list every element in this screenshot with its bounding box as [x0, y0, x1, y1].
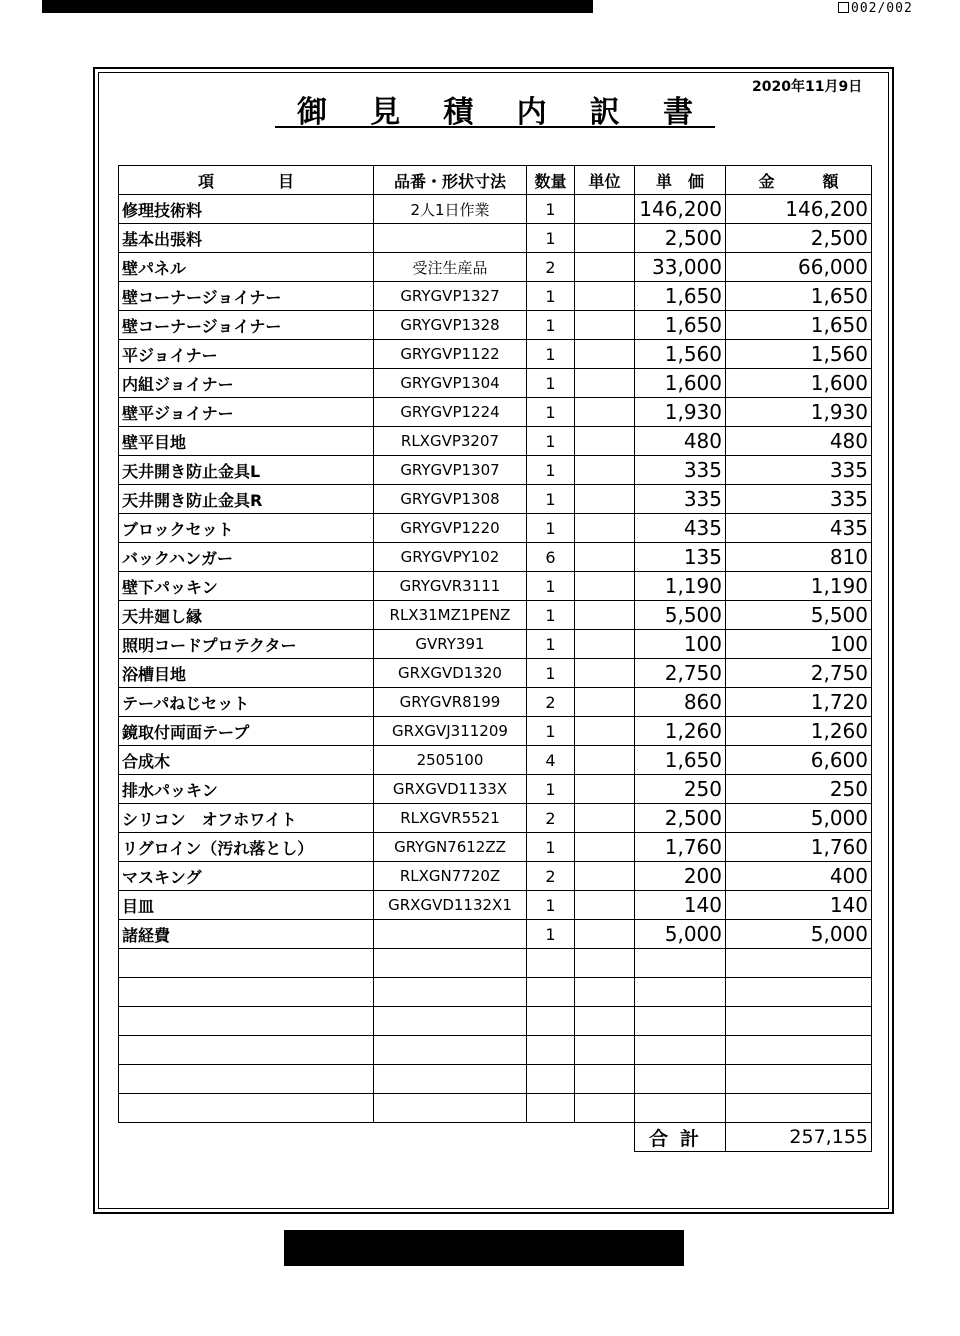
- row-code: GRYGVP1224: [374, 398, 527, 427]
- table-row: [119, 224, 872, 253]
- row-item: 天井廻し縁: [119, 601, 374, 630]
- row-unit-price: 1,760: [635, 833, 726, 862]
- row-unit-price: [635, 1065, 726, 1094]
- row-code: [374, 949, 527, 978]
- row-unit-price: 1,650: [635, 311, 726, 340]
- total-label: 合計: [635, 1123, 726, 1152]
- row-qty: 1: [527, 195, 575, 224]
- row-code: GRYGVP1304: [374, 369, 527, 398]
- row-qty: [527, 1036, 575, 1065]
- row-code: [374, 1036, 527, 1065]
- row-unit-price: [635, 949, 726, 978]
- row-qty: 1: [527, 659, 575, 688]
- row-unit-price: 2,750: [635, 659, 726, 688]
- row-item: リグロイン（汚れ落とし）: [119, 833, 374, 862]
- row-amount: 335: [726, 456, 872, 485]
- row-unit-price: [635, 1094, 726, 1123]
- row-item: 天井開き防止金具L: [119, 456, 374, 485]
- total-row: [119, 1123, 872, 1152]
- row-item: 内組ジョイナー: [119, 369, 374, 398]
- row-amount: 1,930: [726, 398, 872, 427]
- table-row: [119, 282, 872, 311]
- row-amount: 146,200: [726, 195, 872, 224]
- row-qty: 1: [527, 572, 575, 601]
- row-unit: [575, 862, 635, 891]
- table-row: [119, 891, 872, 920]
- row-amount: 810: [726, 543, 872, 572]
- row-code: RLXGVR5521: [374, 804, 527, 833]
- row-item: 排水パッキン: [119, 775, 374, 804]
- row-item: 諸経費: [119, 920, 374, 949]
- header-qty: 数量: [527, 166, 575, 195]
- row-amount: 1,260: [726, 717, 872, 746]
- row-qty: 1: [527, 920, 575, 949]
- row-qty: [527, 1094, 575, 1123]
- row-amount: [726, 949, 872, 978]
- row-amount: 1,760: [726, 833, 872, 862]
- row-qty: [527, 1007, 575, 1036]
- table-row: [119, 369, 872, 398]
- row-code: GRXGVJ311209: [374, 717, 527, 746]
- row-item: 壁パネル: [119, 253, 374, 282]
- row-unit-price: 140: [635, 891, 726, 920]
- row-qty: 1: [527, 456, 575, 485]
- row-code: [374, 920, 527, 949]
- row-amount: 6,600: [726, 746, 872, 775]
- row-unit: [575, 833, 635, 862]
- row-qty: 1: [527, 601, 575, 630]
- row-item: [119, 1065, 374, 1094]
- row-item: [119, 1094, 374, 1123]
- row-amount: 2,750: [726, 659, 872, 688]
- row-qty: 4: [527, 746, 575, 775]
- row-qty: [527, 1065, 575, 1094]
- row-item: [119, 978, 374, 1007]
- row-code: GRYGVP1308: [374, 485, 527, 514]
- row-code: [374, 1094, 527, 1123]
- row-unit: [575, 485, 635, 514]
- row-unit: [575, 340, 635, 369]
- row-unit: [575, 369, 635, 398]
- row-code: [374, 224, 527, 253]
- table-row: [119, 311, 872, 340]
- row-unit: [575, 282, 635, 311]
- row-amount: 435: [726, 514, 872, 543]
- row-unit-price: 2,500: [635, 804, 726, 833]
- table-row: [119, 717, 872, 746]
- table-row: [119, 253, 872, 282]
- row-unit: [575, 543, 635, 572]
- table-row: [119, 746, 872, 775]
- row-code: GRYGVP1328: [374, 311, 527, 340]
- redaction-bar-bottom: [284, 1230, 684, 1266]
- row-item: シリコン オフホワイト: [119, 804, 374, 833]
- header-unit: 単位: [575, 166, 635, 195]
- row-unit-price: 1,650: [635, 282, 726, 311]
- title-char: 積: [443, 95, 474, 130]
- row-item: 浴槽目地: [119, 659, 374, 688]
- row-amount: 5,000: [726, 804, 872, 833]
- row-qty: 1: [527, 514, 575, 543]
- table-row: [119, 920, 872, 949]
- row-unit-price: 5,000: [635, 920, 726, 949]
- table-row: [119, 427, 872, 456]
- row-code: GRYGVR3111: [374, 572, 527, 601]
- row-qty: 6: [527, 543, 575, 572]
- row-unit: [575, 456, 635, 485]
- row-unit-price: 335: [635, 485, 726, 514]
- row-unit: [575, 804, 635, 833]
- table-row: [119, 775, 872, 804]
- row-amount: 250: [726, 775, 872, 804]
- row-amount: 1,650: [726, 282, 872, 311]
- row-code: RLXGN7720Z: [374, 862, 527, 891]
- row-unit: [575, 311, 635, 340]
- row-amount: [726, 978, 872, 1007]
- row-amount: [726, 1065, 872, 1094]
- row-code: RLXGVP3207: [374, 427, 527, 456]
- row-code: RLX31MZ1PENZ: [374, 601, 527, 630]
- row-amount: 335: [726, 485, 872, 514]
- row-qty: 1: [527, 833, 575, 862]
- row-unit-price: 860: [635, 688, 726, 717]
- row-item: 鏡取付両面テープ: [119, 717, 374, 746]
- estimate-table: [118, 165, 872, 1152]
- row-qty: 1: [527, 427, 575, 456]
- row-unit: [575, 1007, 635, 1036]
- row-unit: [575, 775, 635, 804]
- row-unit-price: 1,190: [635, 572, 726, 601]
- row-item: テーパねじセット: [119, 688, 374, 717]
- row-unit-price: 100: [635, 630, 726, 659]
- row-unit: [575, 427, 635, 456]
- row-unit: [575, 398, 635, 427]
- row-unit-price: 5,500: [635, 601, 726, 630]
- row-unit: [575, 253, 635, 282]
- row-qty: 2: [527, 804, 575, 833]
- row-qty: 1: [527, 282, 575, 311]
- row-item: 合成木: [119, 746, 374, 775]
- header-amount: 金 額: [726, 166, 872, 195]
- row-unit-price: 1,260: [635, 717, 726, 746]
- title-char: 書: [662, 95, 693, 130]
- row-amount: 480: [726, 427, 872, 456]
- row-unit-price: 1,930: [635, 398, 726, 427]
- header-unit-price: 単 価: [635, 166, 726, 195]
- table-row: [119, 1036, 872, 1065]
- table-row: [119, 1065, 872, 1094]
- row-unit-price: [635, 1007, 726, 1036]
- redaction-bar-top: [42, 0, 593, 13]
- row-unit-price: 435: [635, 514, 726, 543]
- row-qty: [527, 978, 575, 1007]
- row-unit: [575, 688, 635, 717]
- row-unit: [575, 659, 635, 688]
- table-row: [119, 804, 872, 833]
- row-item: 目皿: [119, 891, 374, 920]
- row-qty: 1: [527, 717, 575, 746]
- row-unit-price: 33,000: [635, 253, 726, 282]
- header-code: 品番・形状寸法: [374, 166, 527, 195]
- document-date: 2020年11月9日: [752, 79, 863, 95]
- table-row: [119, 340, 872, 369]
- row-code: GRYGVP1307: [374, 456, 527, 485]
- table-row: [119, 485, 872, 514]
- page-number: [838, 1, 913, 16]
- row-unit-price: 1,600: [635, 369, 726, 398]
- row-unit: [575, 1036, 635, 1065]
- row-qty: [527, 949, 575, 978]
- row-amount: 2,500: [726, 224, 872, 253]
- row-item: 壁下パッキン: [119, 572, 374, 601]
- row-qty: 1: [527, 224, 575, 253]
- row-unit-price: [635, 978, 726, 1007]
- row-unit-price: 480: [635, 427, 726, 456]
- row-unit-price: 2,500: [635, 224, 726, 253]
- table-row: [119, 862, 872, 891]
- row-code: GRYGVP1220: [374, 514, 527, 543]
- row-unit: [575, 514, 635, 543]
- row-qty: 2: [527, 253, 575, 282]
- row-code: GRXGVD1133X: [374, 775, 527, 804]
- table-row: [119, 195, 872, 224]
- row-unit-price: 135: [635, 543, 726, 572]
- fax-icon: [838, 2, 849, 13]
- table-row: [119, 978, 872, 1007]
- row-amount: 66,000: [726, 253, 872, 282]
- row-item: バックハンガー: [119, 543, 374, 572]
- table-row: [119, 456, 872, 485]
- row-unit: [575, 717, 635, 746]
- header-item: 項 目: [119, 166, 374, 195]
- row-qty: 1: [527, 340, 575, 369]
- row-unit: [575, 949, 635, 978]
- row-item: 壁コーナージョイナー: [119, 282, 374, 311]
- row-code: 受注生産品: [374, 253, 527, 282]
- table-row: [119, 833, 872, 862]
- table-row: [119, 659, 872, 688]
- table-row: [119, 688, 872, 717]
- table-row: [119, 543, 872, 572]
- row-unit: [575, 601, 635, 630]
- row-unit-price: 1,560: [635, 340, 726, 369]
- row-qty: 1: [527, 398, 575, 427]
- row-qty: 2: [527, 688, 575, 717]
- row-amount: 5,000: [726, 920, 872, 949]
- row-item: 基本出張料: [119, 224, 374, 253]
- total-value: 257,155: [726, 1123, 872, 1152]
- row-item: ブロックセット: [119, 514, 374, 543]
- row-unit: [575, 195, 635, 224]
- row-code: GRXGVD1132X1: [374, 891, 527, 920]
- row-unit-price: 250: [635, 775, 726, 804]
- row-amount: 1,600: [726, 369, 872, 398]
- row-amount: 140: [726, 891, 872, 920]
- row-code: GRYGVR8199: [374, 688, 527, 717]
- row-unit: [575, 572, 635, 601]
- row-code: GRYGVP1327: [374, 282, 527, 311]
- row-item: 照明コードプロテクター: [119, 630, 374, 659]
- row-unit: [575, 1065, 635, 1094]
- row-unit: [575, 891, 635, 920]
- document-title: [275, 92, 715, 128]
- row-code: 2505100: [374, 746, 527, 775]
- row-item: [119, 1007, 374, 1036]
- table-row: [119, 601, 872, 630]
- row-qty: 1: [527, 630, 575, 659]
- row-code: 2人1日作業: [374, 195, 527, 224]
- table-header-row: [119, 166, 872, 195]
- row-unit: [575, 224, 635, 253]
- row-item: 壁平ジョイナー: [119, 398, 374, 427]
- row-item: 壁平目地: [119, 427, 374, 456]
- row-unit-price: 335: [635, 456, 726, 485]
- page-number-text: 002/002: [851, 1, 913, 16]
- row-amount: 5,500: [726, 601, 872, 630]
- row-item: 修理技術料: [119, 195, 374, 224]
- title-char: 内: [516, 95, 547, 130]
- row-item: [119, 949, 374, 978]
- row-code: [374, 978, 527, 1007]
- row-code: GRYGN7612ZZ: [374, 833, 527, 862]
- table-row: [119, 514, 872, 543]
- row-code: GVRY391: [374, 630, 527, 659]
- row-amount: 100: [726, 630, 872, 659]
- row-amount: [726, 1007, 872, 1036]
- row-unit: [575, 1094, 635, 1123]
- row-unit-price: 200: [635, 862, 726, 891]
- row-code: GRYGVP1122: [374, 340, 527, 369]
- title-char: 御: [297, 95, 327, 130]
- row-item: マスキング: [119, 862, 374, 891]
- title-char: 見: [370, 95, 401, 130]
- row-amount: [726, 1036, 872, 1065]
- row-qty: 1: [527, 485, 575, 514]
- row-amount: 1,560: [726, 340, 872, 369]
- row-qty: 1: [527, 891, 575, 920]
- row-qty: 1: [527, 369, 575, 398]
- row-unit: [575, 746, 635, 775]
- row-code: GRXGVD1320: [374, 659, 527, 688]
- row-unit-price: 1,650: [635, 746, 726, 775]
- table-row: [119, 1007, 872, 1036]
- row-qty: 1: [527, 311, 575, 340]
- table-row: [119, 949, 872, 978]
- row-unit: [575, 630, 635, 659]
- row-amount: 1,650: [726, 311, 872, 340]
- title-char: 訳: [589, 95, 620, 130]
- table-row: [119, 1094, 872, 1123]
- row-item: 天井開き防止金具R: [119, 485, 374, 514]
- row-item: 壁コーナージョイナー: [119, 311, 374, 340]
- row-unit-price: [635, 1036, 726, 1065]
- row-qty: 2: [527, 862, 575, 891]
- row-amount: 1,720: [726, 688, 872, 717]
- table-row: [119, 572, 872, 601]
- row-amount: [726, 1094, 872, 1123]
- table-row: [119, 398, 872, 427]
- row-item: [119, 1036, 374, 1065]
- row-code: [374, 1007, 527, 1036]
- table-row: [119, 630, 872, 659]
- row-amount: 1,190: [726, 572, 872, 601]
- row-unit: [575, 978, 635, 1007]
- row-amount: 400: [726, 862, 872, 891]
- row-code: GRYGVPY102: [374, 543, 527, 572]
- row-unit: [575, 920, 635, 949]
- row-unit-price: 146,200: [635, 195, 726, 224]
- row-item: 平ジョイナー: [119, 340, 374, 369]
- row-qty: 1: [527, 775, 575, 804]
- row-code: [374, 1065, 527, 1094]
